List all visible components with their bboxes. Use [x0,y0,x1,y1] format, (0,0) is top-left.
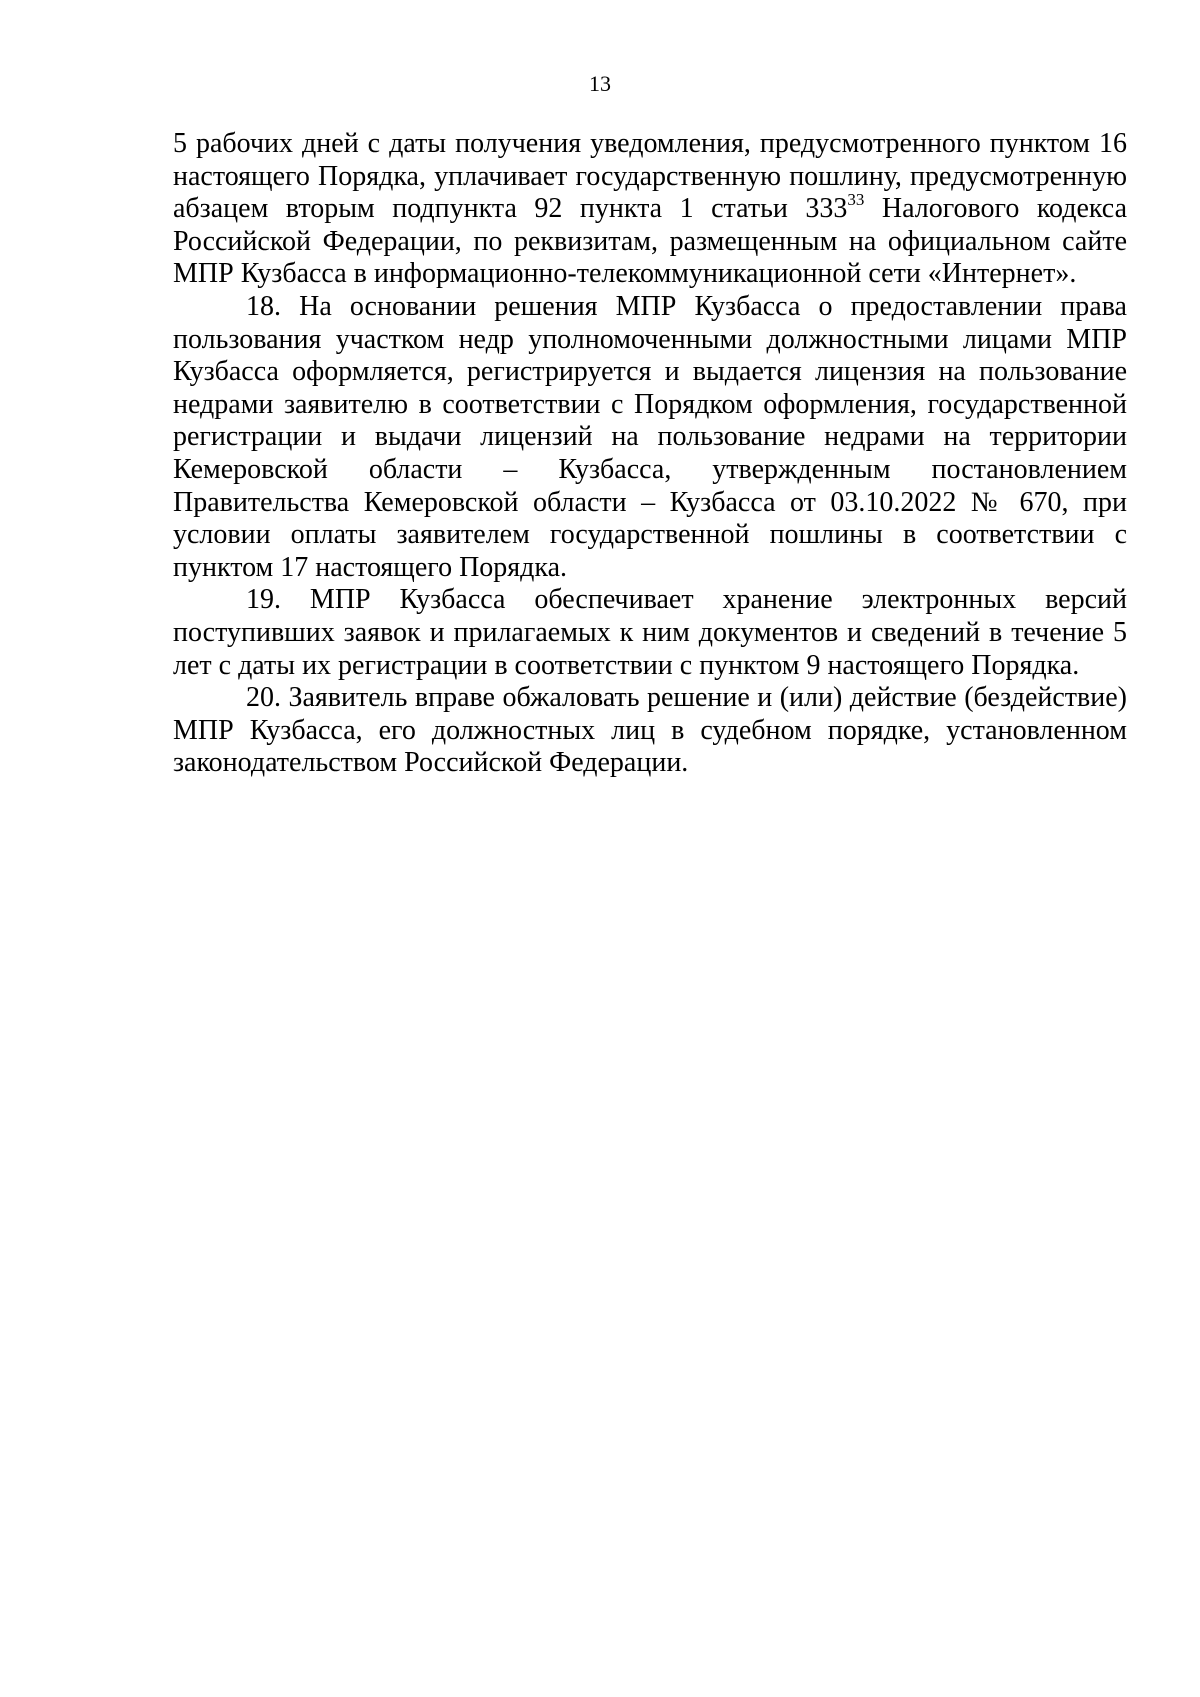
paragraph-17-continuation [173,128,1127,291]
paragraph-20: 20. Заявитель вправе обжаловать решение и (или) действие (бездействие) МПР Кузбасса, его должностных лиц в судебном порядке, установленном законодательством Российской Федерации. [173,682,1127,779]
page-number: 13 [589,71,611,96]
paragraph-19: 19. МПР Кузбасса обеспечивает хранение электронных версий поступивших заявок и прилагаемых к ним документов и сведений в течение 5 лет с даты их регистрации в соответствии с пунктом 9 настоящего Порядка. [173,584,1127,681]
paragraph-18: 18. На основании решения МПР Кузбасса о предоставлении права пользования участком недр уполномоченными должностными лицами МПР Кузбасса оформляется, регистрируется и выдается лицензия на пользование недрами заявителю в соответствии с Порядком оформления, государственной регистрации и выдачи лицензий на пользование недрами на территории Кемеровской области – Кузбасса, утвержденным постановлением Правительства Кемеровской области – Кузбасса от 03.10.2022 № 670, при условии оплаты заявителем государственной пошлины в соответствии с пунктом 17 настоящего Порядка. [173,290,1127,583]
paragraph-text: Налогового кодекса Российской Федерации, по реквизитам, размещенным на официальном сайте МПР Кузбасса в информационно-телекоммуникационной сети «Интернет». [173,193,1127,290]
paragraph-text: 5 рабочих дней с даты получения уведомления, предусмотренного пунктом 16 настоящего Порядка, уплачивает государственную пошлину, предусмотренную абзацем вторым подпункта 92 пункта 1 статьи 333 [173,128,1127,225]
article-superscript: 33 [847,190,865,210]
document-body [173,128,1127,780]
